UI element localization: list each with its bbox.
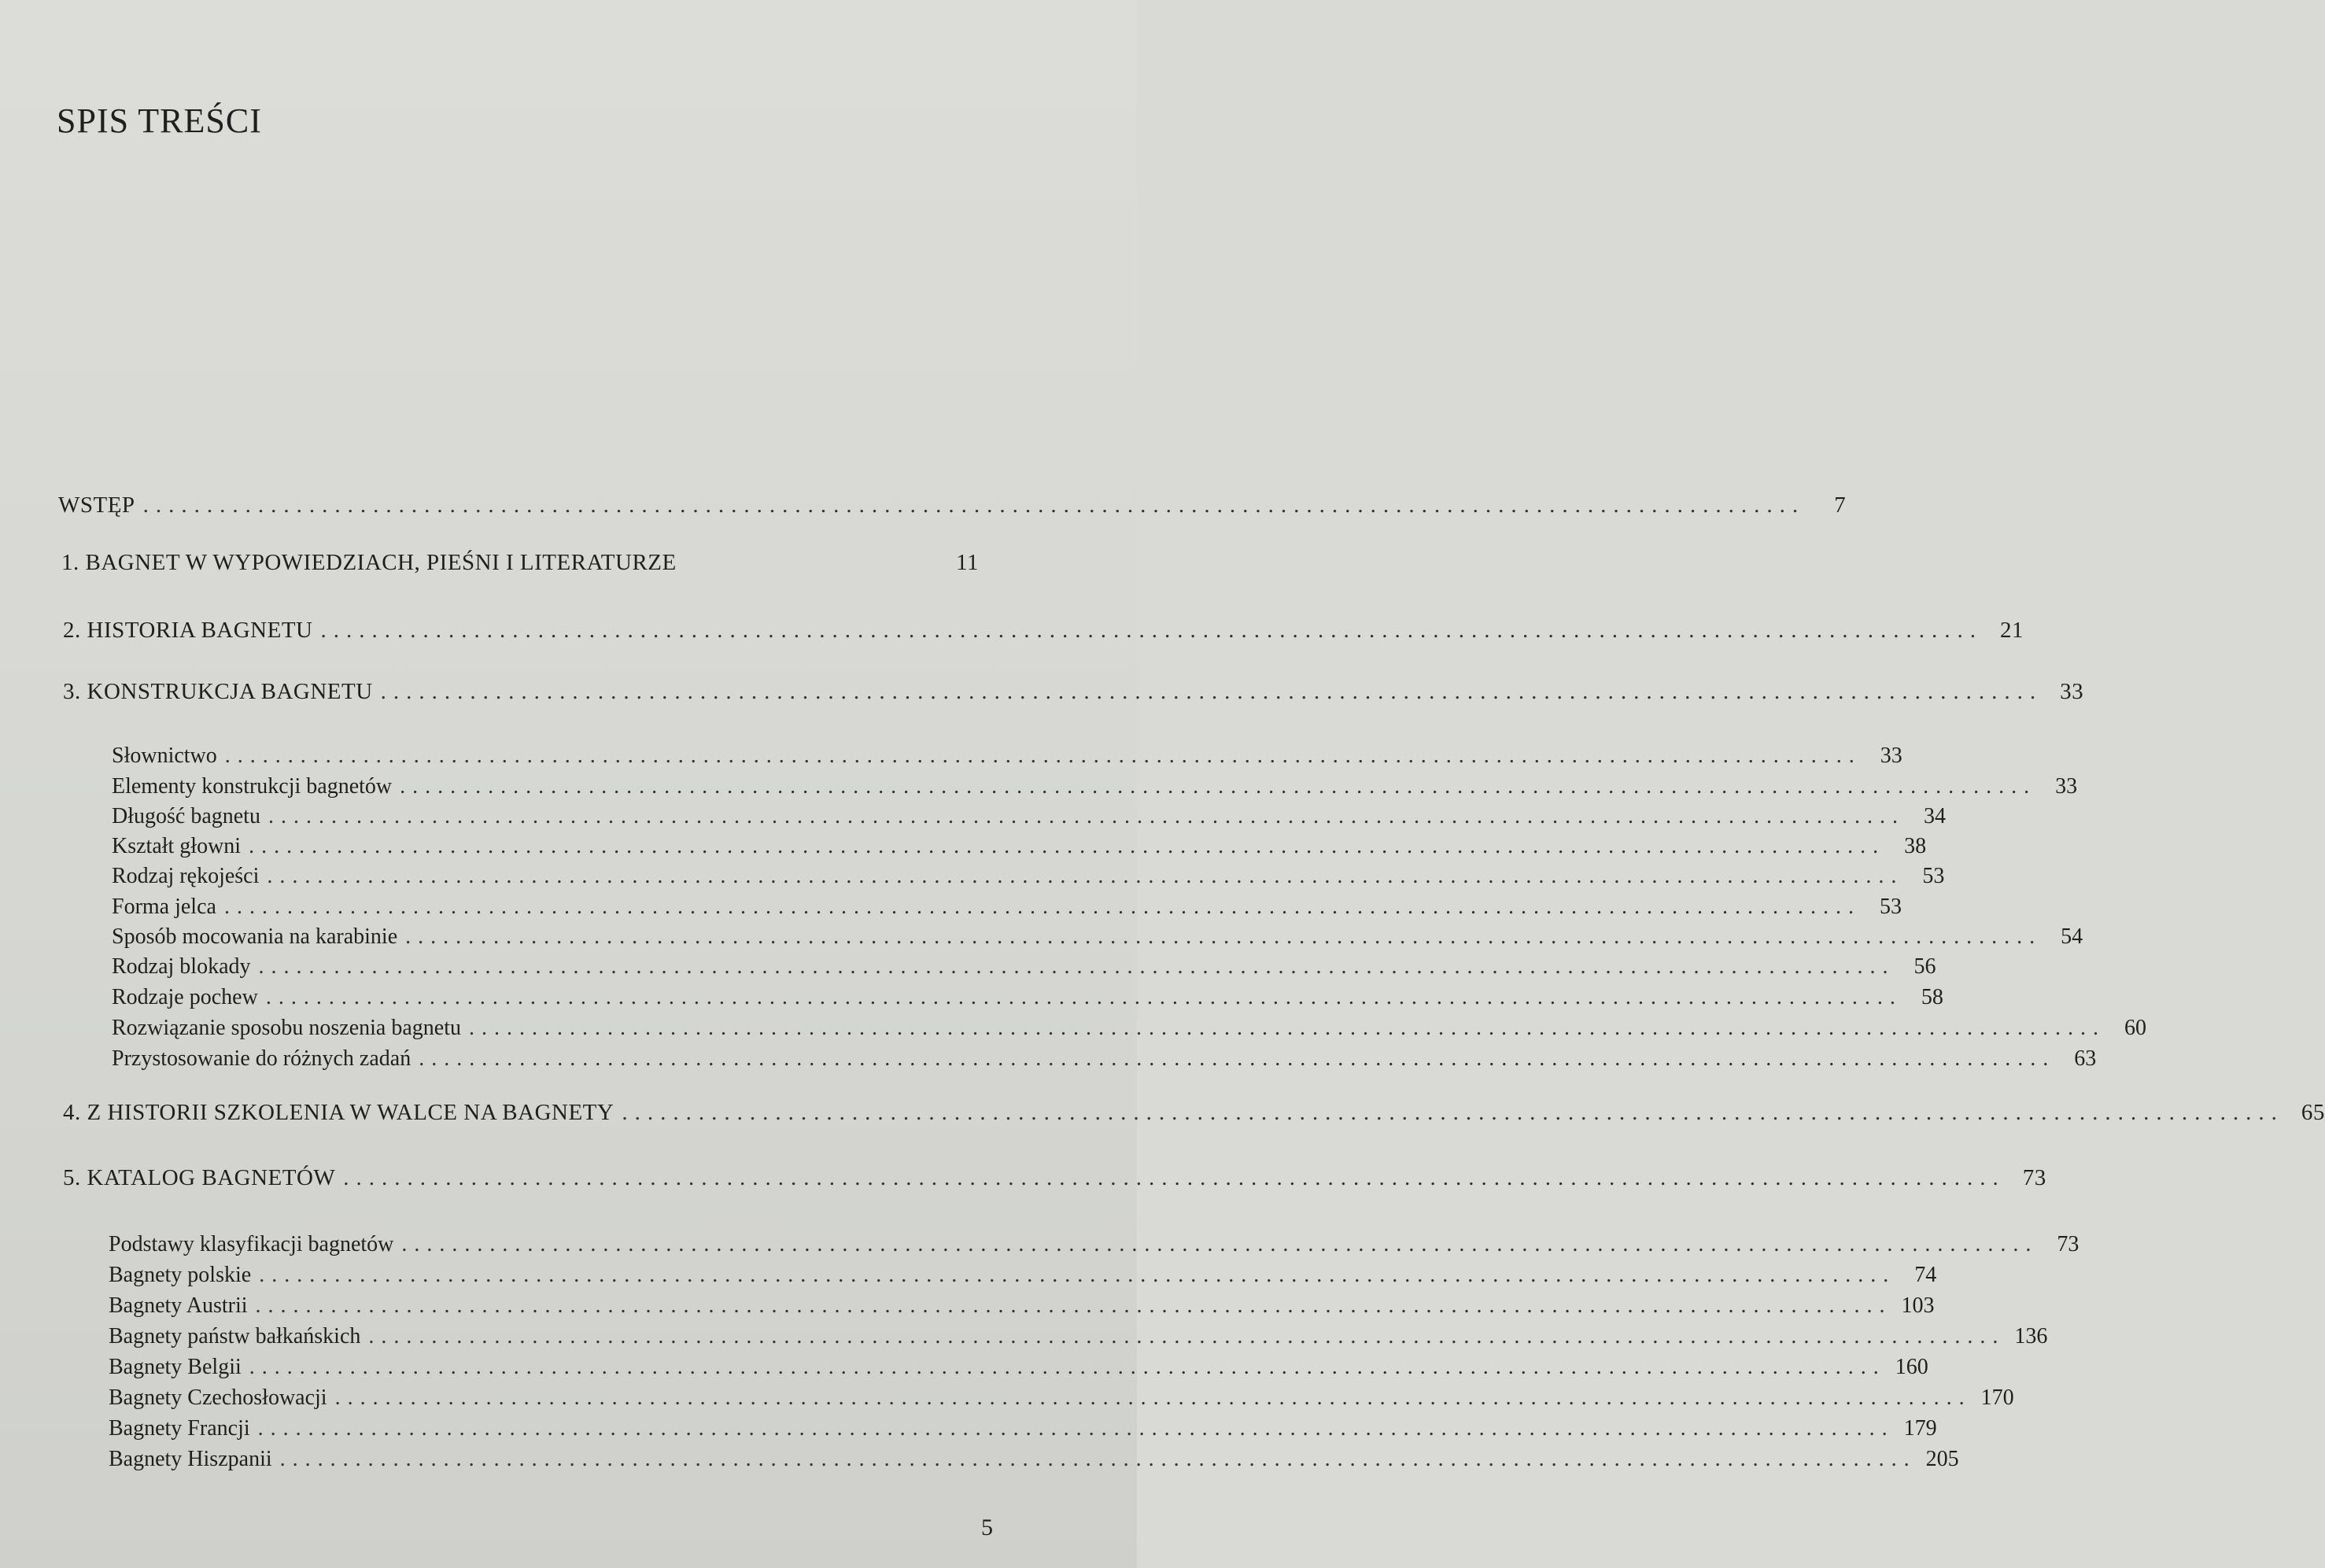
dot-leader: ..................................................................................................................................: [267, 864, 1904, 888]
toc-entry: [109, 1355, 1928, 1385]
dot-leader: ..................................................................................................................................: [400, 774, 2037, 799]
toc-entry-label: Bagnety Francji: [109, 1416, 250, 1441]
toc-entry-page: 103: [1901, 1293, 1935, 1318]
toc-entry-page: 53: [1922, 864, 1945, 888]
toc-entry: [112, 985, 1943, 1015]
toc-entry-page: 65: [2301, 1100, 2325, 1125]
toc-entry-page: 60: [2124, 1016, 2146, 1040]
toc-entry-page: 33: [2060, 679, 2084, 704]
toc-entry: [109, 1324, 2048, 1354]
toc-entry: [109, 1385, 2014, 1415]
toc-entry: [63, 618, 2024, 647]
toc-entry-page: 7: [1834, 493, 1847, 518]
dot-leader: ..................................................................................................................................: [224, 743, 1862, 768]
dot-leader: ..................................................................................................................................: [279, 1447, 1917, 1471]
toc-entry: [109, 1416, 1937, 1446]
dot-leader: ..................................................................................................................................: [265, 985, 1902, 1009]
dot-leader: ..................................................................................................................................: [255, 1293, 1892, 1318]
toc-entry: [112, 1046, 2097, 1076]
page-title: SPIS TREŚCI: [57, 101, 262, 140]
dot-leader: ..................................................................................................................................: [268, 804, 1905, 828]
dot-leader: ..................................................................................................................................: [249, 1355, 1886, 1379]
toc-entry-page: 53: [1879, 895, 1902, 919]
toc-entry-label: Forma jelca: [112, 895, 216, 919]
dot-leader: ..................................................................................................................................: [258, 954, 1895, 979]
toc-entry-page: 33: [2055, 774, 2078, 799]
toc-entry-page: 179: [1903, 1416, 1937, 1441]
toc-entry: [112, 804, 1946, 834]
dot-leader: ..................................................................................................................................: [401, 1232, 2039, 1256]
toc-entry-page: 54: [2061, 924, 2083, 949]
toc-entry: [112, 924, 2083, 954]
toc-entry: [112, 774, 2078, 804]
dot-leader: ..................................................................................................................................: [343, 1165, 2006, 1190]
toc-entry-page: 34: [1923, 804, 1946, 828]
toc-entry: [109, 1447, 1959, 1477]
toc-entry-label: Rozwiązanie sposobu noszenia bagnetu: [112, 1016, 461, 1040]
dot-leader: ..................................................................................................................................: [419, 1046, 2056, 1071]
dot-leader: ..................................................................................................................................: [405, 924, 2043, 949]
toc-entry-page: 170: [1980, 1385, 2014, 1410]
toc-entry: [109, 1232, 2080, 1262]
toc-entry-page: 33: [1880, 743, 1902, 768]
page-number: 5: [981, 1515, 993, 1540]
dot-leader: ..................................................................................................................................: [223, 895, 1861, 919]
toc-entry-label: Sposób mocowania na karabinie: [112, 924, 398, 949]
toc-entry-label: Bagnety Hiszpanii: [109, 1447, 272, 1471]
toc-entry: [112, 743, 1902, 773]
toc-entry-page: 136: [2014, 1324, 2048, 1348]
dot-leader: ..................................................................................................................................: [380, 679, 2043, 704]
toc-entry-label: Rodzaj rękojeści: [112, 864, 260, 888]
toc-entry-label: Kształt głowni: [112, 834, 242, 858]
dot-leader: ..................................................................................................................................: [320, 618, 1983, 643]
dot-leader: ..................................................................................................................................: [368, 1324, 2006, 1348]
toc-entry-label: 3. KONSTRUKCJA BAGNETU: [63, 679, 373, 704]
dot-leader: ..................................................................................................................................: [259, 1263, 1896, 1287]
toc-entry: [109, 1263, 1937, 1293]
toc-entry: [112, 895, 1902, 924]
toc-entry-page: 56: [1914, 954, 1936, 979]
toc-entry-label: 2. HISTORIA BAGNETU: [63, 618, 313, 643]
toc-entry-label: Bagnety Czechosłowacji: [109, 1385, 327, 1410]
toc-entry-page: 73: [2022, 1165, 2046, 1190]
toc-entry-label: 5. KATALOG BAGNETÓW: [63, 1165, 336, 1190]
toc-entry-label: WSTĘP: [58, 493, 135, 518]
dot-leader: ..................................................................................................................................: [468, 1016, 2105, 1040]
toc-entry-label: Rodzaj blokady: [112, 954, 251, 979]
toc-entry-label: 4. Z HISTORII SZKOLENIA W WALCE NA BAGNETY: [63, 1100, 614, 1125]
toc-entry: [109, 1293, 1935, 1323]
toc-entry-page: 74: [1914, 1263, 1937, 1287]
toc-entry: [61, 550, 979, 580]
toc-entry: [112, 834, 1927, 864]
toc-entry-label: Podstawy klasyfikacji bagnetów: [109, 1232, 394, 1256]
toc-entry: [112, 954, 1936, 984]
toc-entry-page: 11: [956, 550, 979, 575]
toc-entry-label: Przystosowanie do różnych zadań: [112, 1046, 411, 1071]
toc-entry: [112, 864, 1945, 894]
toc-entry-label: Bagnety polskie: [109, 1263, 252, 1287]
toc-entry-page: 58: [1921, 985, 1943, 1009]
toc-entry-page: 63: [2074, 1046, 2097, 1071]
dot-leader: ..................................................................................................................................: [257, 1416, 1895, 1441]
toc-entry-label: Bagnety państw bałkańskich: [109, 1324, 361, 1348]
dot-leader: ..................................................................................................................................: [249, 834, 1886, 858]
toc-entry-label: Rodzaje pochew: [112, 985, 258, 1009]
toc-entry-page: 73: [2057, 1232, 2080, 1256]
dot-leader: ..................................................................................................................................: [334, 1385, 1972, 1410]
toc-entry-label: Elementy konstrukcji bagnetów: [112, 774, 393, 799]
toc-entry: [58, 493, 1847, 522]
toc-entry-label: Długość bagnetu: [112, 804, 260, 828]
toc-entry-page: 205: [1925, 1447, 1959, 1471]
toc-entry-page: 38: [1904, 834, 1927, 858]
dot-leader: ..................................................................................................................................: [622, 1100, 2284, 1125]
toc-entry-label: 1. BAGNET W WYPOWIEDZIACH, PIEŚNI I LITERATURZE: [61, 550, 677, 575]
toc-entry-label: Bagnety Belgii: [109, 1355, 242, 1379]
toc-entry: [63, 679, 2084, 709]
toc-entry: [63, 1100, 2325, 1130]
toc-entry-label: Bagnety Austrii: [109, 1293, 248, 1318]
toc-entry-page: 160: [1895, 1355, 1928, 1379]
toc-entry: [112, 1016, 2146, 1046]
toc-entry-label: Słownictwo: [112, 743, 217, 768]
toc-entry: [63, 1165, 2046, 1195]
dot-leader: ..................................................................................................................................: [142, 493, 1806, 518]
toc-entry-page: 21: [2000, 618, 2024, 643]
